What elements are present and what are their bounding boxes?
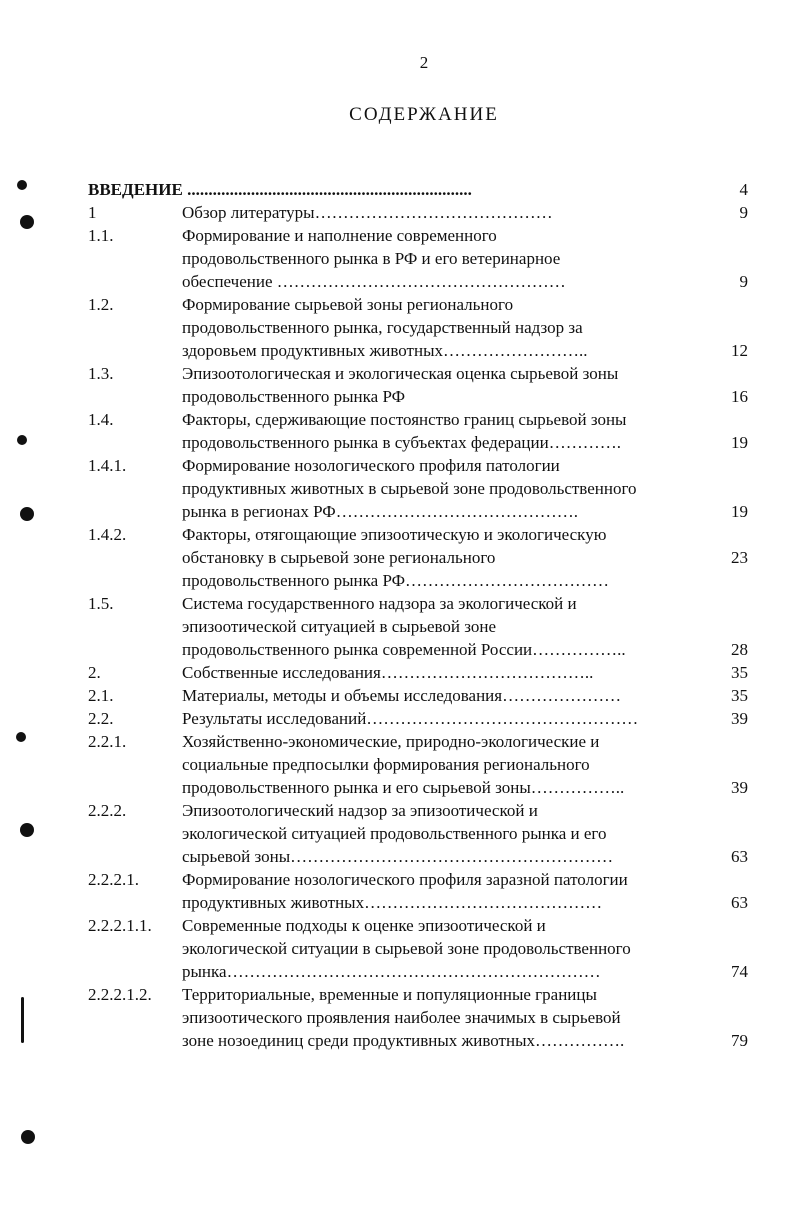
toc-entry-page: 19 bbox=[731, 502, 748, 521]
toc-entry-line: экологической ситуацией продовольственного рынка и его bbox=[182, 824, 607, 843]
toc-entry-number: 2. bbox=[88, 663, 101, 682]
toc-entry-number: 1.4.2. bbox=[88, 525, 127, 544]
toc-entry-page: 79 bbox=[731, 1031, 748, 1050]
toc-entry-line: обеспечение …………………………………………… bbox=[182, 272, 566, 291]
toc-entry-line: Хозяйственно-экономические, природно-экологические и bbox=[182, 732, 600, 751]
toc-entry-line: Формирование нозологического профиля заразной патологии bbox=[182, 870, 628, 889]
toc-entry-title bbox=[182, 362, 692, 408]
toc-entry-page: 35 bbox=[731, 663, 748, 682]
toc-entry-title bbox=[182, 201, 692, 224]
toc-entry-page: 74 bbox=[731, 962, 748, 981]
toc-entry-line: Эпизоотологический надзор за эпизоотической и bbox=[182, 801, 538, 820]
toc-entry-number: 2.2.2.1.1. bbox=[88, 916, 152, 935]
toc-entry-line: продовольственного рынка и его сырьевой зоны…………….. bbox=[182, 778, 625, 797]
toc-entry-line: Обзор литературы…………………………………… bbox=[182, 203, 553, 222]
toc-entry-number: 2.2.2.1.2. bbox=[88, 985, 152, 1004]
toc-entry bbox=[88, 293, 748, 362]
page-title: СОДЕРЖАНИЕ bbox=[349, 104, 499, 125]
toc-entry-title bbox=[182, 293, 692, 362]
toc-entry-title bbox=[182, 454, 692, 523]
toc-entry-page: 39 bbox=[731, 778, 748, 797]
toc-entry bbox=[88, 408, 748, 454]
toc-entry-page: 4 bbox=[739, 180, 748, 199]
toc-entry-title bbox=[182, 224, 692, 293]
scan-mark bbox=[21, 997, 24, 1043]
toc-entry-number: 1.4. bbox=[88, 410, 114, 429]
toc-entry-page: 63 bbox=[731, 893, 748, 912]
toc-entry-line: продовольственного рынка РФ……………………………… bbox=[182, 571, 610, 590]
toc-entry-line: Формирование сырьевой зоны регионального bbox=[182, 295, 514, 314]
toc-entry-line: социальные предпосылки формирования регионального bbox=[182, 755, 590, 774]
toc-entry-line: Факторы, сдерживающие постоянство границ сырьевой зоны bbox=[182, 410, 627, 429]
toc-entry-title bbox=[182, 523, 692, 592]
toc-entry-page: 28 bbox=[731, 640, 748, 659]
binder-hole bbox=[20, 823, 34, 837]
toc-entry-page: 12 bbox=[731, 341, 748, 360]
toc-entry-title bbox=[182, 684, 692, 707]
toc-entry bbox=[88, 178, 748, 201]
toc-entry-line: продуктивных животных…………………………………… bbox=[182, 893, 603, 912]
toc-entry-line: Результаты исследований………………………………………… bbox=[182, 709, 639, 728]
toc-entry-number: 2.2.2. bbox=[88, 801, 127, 820]
toc-entry-number: 1.3. bbox=[88, 364, 114, 383]
toc-entry-line: эпизоотического проявления наиболее значимых в сырьевой bbox=[182, 1008, 621, 1027]
toc-entry-line: эпизоотической ситуацией в сырьевой зоне bbox=[182, 617, 497, 636]
toc-entry-line: Формирование нозологического профиля патологии bbox=[182, 456, 560, 475]
toc-entry-line: Территориальные, временные и популяционные границы bbox=[182, 985, 597, 1004]
toc-entry-title bbox=[182, 661, 692, 684]
toc-entry-page: 9 bbox=[739, 272, 748, 291]
binder-hole bbox=[20, 215, 34, 229]
toc-entry-line: Эпизоотологическая и экологическая оценка сырьевой зоны bbox=[182, 364, 619, 383]
toc-entry-number: 2.1. bbox=[88, 686, 114, 705]
toc-entry-title bbox=[88, 178, 678, 201]
toc-entry-line: продовольственного рынка РФ bbox=[182, 387, 406, 406]
page-number: 2 bbox=[419, 53, 429, 72]
toc-entry bbox=[88, 362, 748, 408]
toc-entry-page: 16 bbox=[731, 387, 748, 406]
toc-entry bbox=[88, 523, 748, 592]
binder-hole-mark bbox=[17, 180, 27, 190]
toc-entry bbox=[88, 684, 748, 707]
toc-entry-number: 2.2.1. bbox=[88, 732, 127, 751]
toc-entry-number: 1.5. bbox=[88, 594, 114, 613]
toc-entry bbox=[88, 730, 748, 799]
toc-entry-line: ВВЕДЕНИЕ ................................................................... bbox=[88, 180, 472, 199]
toc-entry-line: Формирование и наполнение современного bbox=[182, 226, 497, 245]
toc-entry-page: 23 bbox=[731, 548, 748, 567]
toc-entry bbox=[88, 592, 748, 661]
toc-entry-title bbox=[182, 592, 692, 661]
toc-entry-title bbox=[182, 868, 692, 914]
toc-entry-line: Современные подходы к оценке эпизоотической и bbox=[182, 916, 546, 935]
toc-entry-line: продовольственного рынка современной России…………….. bbox=[182, 640, 626, 659]
toc-entry bbox=[88, 454, 748, 523]
toc-entry bbox=[88, 224, 748, 293]
toc-entry-line: продовольственного рынка в субъектах федерации…………. bbox=[182, 433, 621, 452]
toc-entry bbox=[88, 661, 748, 684]
toc-entry-line: рынка………………………………………………………… bbox=[182, 962, 601, 981]
toc-entry-number: 1 bbox=[88, 203, 97, 222]
toc-entry bbox=[88, 201, 748, 224]
binder-hole bbox=[21, 1130, 35, 1144]
binder-hole-mark bbox=[17, 435, 27, 445]
toc-entry bbox=[88, 914, 748, 983]
toc-entry-title bbox=[182, 799, 692, 868]
toc-entry-number: 1.4.1. bbox=[88, 456, 127, 475]
toc-entry-line: Система государственного надзора за экологической и bbox=[182, 594, 577, 613]
toc-entry-line: зоне нозоединиц среди продуктивных животных……………. bbox=[182, 1031, 625, 1050]
toc-entry-page: 9 bbox=[739, 203, 748, 222]
toc-entry bbox=[88, 799, 748, 868]
toc-entry-line: рынка в регионах РФ……………………………………. bbox=[182, 502, 578, 521]
toc-entry-line: обстановку в сырьевой зоне регионального bbox=[182, 548, 496, 567]
toc-entry bbox=[88, 707, 748, 730]
toc-entry bbox=[88, 983, 748, 1052]
toc-entry-page: 19 bbox=[731, 433, 748, 452]
toc-entry-line: сырьевой зоны………………………………………………… bbox=[182, 847, 614, 866]
binder-hole-mark bbox=[16, 732, 26, 742]
toc-entry-title bbox=[182, 408, 692, 454]
toc-entry-title bbox=[182, 983, 692, 1052]
toc-entry bbox=[88, 868, 748, 914]
toc-entry-number: 2.2.2.1. bbox=[88, 870, 139, 889]
toc-entry-line: Собственные исследования……………………………….. bbox=[182, 663, 594, 682]
toc-entry-line: продовольственного рынка в РФ и его ветеринарное bbox=[182, 249, 561, 268]
toc-entry-title bbox=[182, 707, 692, 730]
toc-entry-page: 63 bbox=[731, 847, 748, 866]
toc-entry-page: 35 bbox=[731, 686, 748, 705]
toc-entry-title bbox=[182, 730, 692, 799]
toc-entry-title bbox=[182, 914, 692, 983]
toc-entry-number: 1.2. bbox=[88, 295, 114, 314]
binder-hole bbox=[20, 507, 34, 521]
toc-entry-page: 39 bbox=[731, 709, 748, 728]
toc-entry-line: здоровьем продуктивных животных…………………….. bbox=[182, 341, 588, 360]
toc-entry-number: 2.2. bbox=[88, 709, 114, 728]
toc-entry-line: продуктивных животных в сырьевой зоне продовольственного bbox=[182, 479, 637, 498]
table-of-contents bbox=[88, 178, 748, 1052]
toc-entry-line: продовольственного рынка, государственный надзор за bbox=[182, 318, 583, 337]
toc-entry-line: Факторы, отягощающие эпизоотическую и экологическую bbox=[182, 525, 607, 544]
toc-entry-line: экологической ситуации в сырьевой зоне продовольственного bbox=[182, 939, 631, 958]
toc-entry-line: Материалы, методы и объемы исследования………………… bbox=[182, 686, 622, 705]
toc-entry-number: 1.1. bbox=[88, 226, 114, 245]
